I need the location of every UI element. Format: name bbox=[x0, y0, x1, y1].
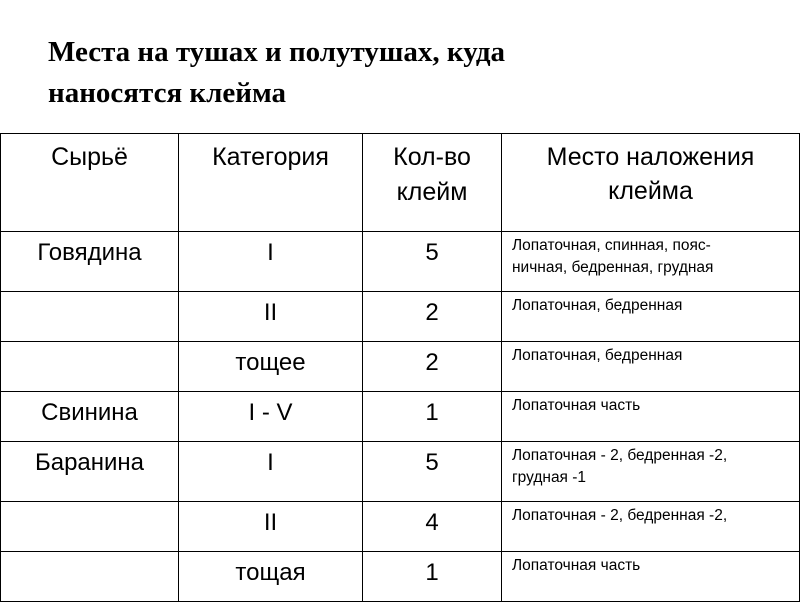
cell-raw bbox=[1, 552, 179, 602]
cell-category: I bbox=[179, 442, 363, 502]
cell-place-line-1: Лопаточная - 2, бедренная -2, bbox=[512, 507, 728, 524]
cell-place bbox=[502, 232, 800, 292]
header-place-line-2: клейма bbox=[608, 177, 693, 205]
title-line-1: Места на тушах и полутушах, куда bbox=[48, 36, 506, 68]
cell-raw: Баранина bbox=[1, 442, 179, 502]
title-line-2: наносятся клейма bbox=[48, 77, 287, 109]
cell-place-line-2: грудная -1 bbox=[512, 469, 587, 486]
cell-place bbox=[502, 292, 800, 342]
table-row bbox=[1, 292, 800, 342]
cell-place bbox=[502, 392, 800, 442]
cell-category: II bbox=[179, 292, 363, 342]
cell-raw: Свинина bbox=[1, 392, 179, 442]
table-row bbox=[1, 392, 800, 442]
header-place bbox=[502, 134, 800, 232]
cell-category: II bbox=[179, 502, 363, 552]
cell-raw bbox=[1, 342, 179, 392]
cell-count: 1 bbox=[363, 392, 502, 442]
page-title bbox=[48, 32, 748, 114]
cell-category: тощая bbox=[179, 552, 363, 602]
cell-place-line-1: Лопаточная, спинная, пояс- bbox=[512, 237, 711, 254]
cell-raw: Говядина bbox=[1, 232, 179, 292]
cell-place-line-1: Лопаточная - 2, бедренная -2, bbox=[512, 447, 728, 464]
cell-count: 2 bbox=[363, 342, 502, 392]
cell-place-line-1: Лопаточная часть bbox=[512, 557, 641, 574]
table-row bbox=[1, 232, 800, 292]
cell-place bbox=[502, 552, 800, 602]
branding-table bbox=[0, 133, 800, 602]
cell-place-line-1: Лопаточная, бедренная bbox=[512, 297, 683, 314]
cell-count: 5 bbox=[363, 232, 502, 292]
cell-count: 1 bbox=[363, 552, 502, 602]
header-category: Категория bbox=[179, 134, 363, 232]
cell-count: 5 bbox=[363, 442, 502, 502]
header-count bbox=[363, 134, 502, 232]
header-raw: Сырьё bbox=[1, 134, 179, 232]
cell-count: 2 bbox=[363, 292, 502, 342]
table-header-row bbox=[1, 134, 800, 232]
header-count-line-2: клейм bbox=[396, 178, 468, 206]
cell-category: I - V bbox=[179, 392, 363, 442]
cell-place bbox=[502, 502, 800, 552]
table-row bbox=[1, 442, 800, 502]
table-row bbox=[1, 342, 800, 392]
cell-raw bbox=[1, 502, 179, 552]
cell-raw bbox=[1, 292, 179, 342]
cell-category: I bbox=[179, 232, 363, 292]
table-row bbox=[1, 552, 800, 602]
cell-place-line-1: Лопаточная, бедренная bbox=[512, 347, 683, 364]
cell-place-line-2: ничная, бедренная, грудная bbox=[512, 259, 714, 276]
header-place-line-1: Место наложения bbox=[546, 143, 755, 171]
cell-category: тощее bbox=[179, 342, 363, 392]
cell-place bbox=[502, 342, 800, 392]
header-count-line-1: Кол-во bbox=[393, 143, 471, 171]
cell-place bbox=[502, 442, 800, 502]
cell-count: 4 bbox=[363, 502, 502, 552]
table-row bbox=[1, 502, 800, 552]
cell-place-line-1: Лопаточная часть bbox=[512, 397, 641, 414]
